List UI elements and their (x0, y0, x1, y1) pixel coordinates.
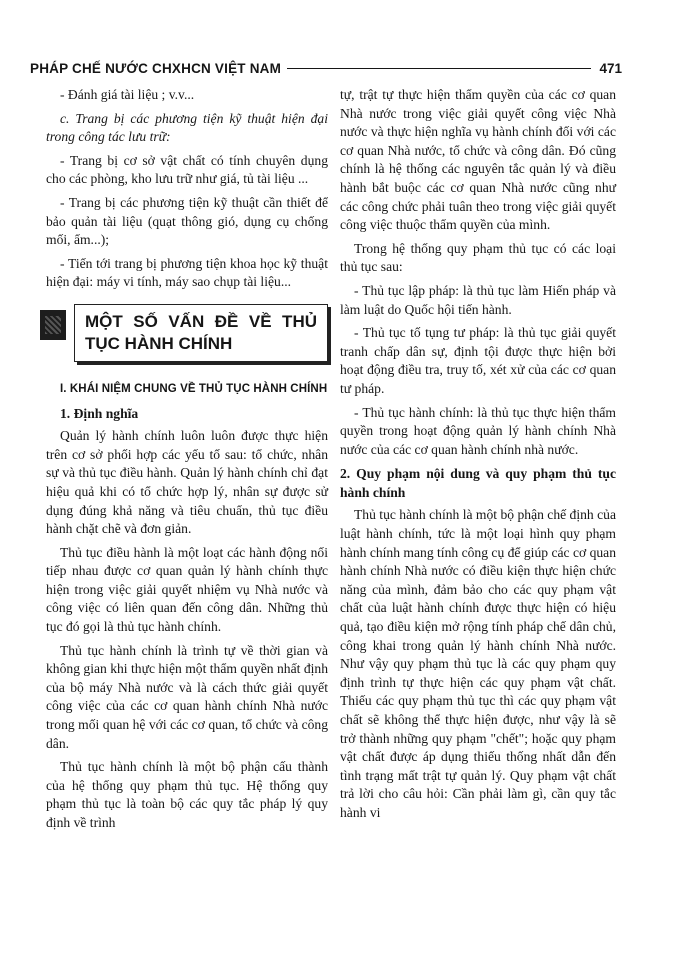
paragraph: Thủ tục hành chính là một bộ phận chế định của luật hành chính, tức là một loại hình quy phạm hành chính mang tính công cụ để giúp các cơ quan hành chính Nhà nước có điều kiện thực hiện chức năng của mình, đảm bảo cho các quy phạm vật chất của luật hành chính được thực hiện có hiệu quả, tạo điều kiện mở rộng tính pháp chế dân chủ, công khai trong quản lý hành chính Nhà nước. Như vậy quy phạm thủ tục là các quy phạm quy định trình tự thực hiện các quy phạm vật chất. Thiếu các quy phạm thủ tục thì các quy phạm vật chất sẽ không thể thực hiện được, như vậy là sẽ trở thành những quy phạm "chết"; hoặc quy phạm vật chất được áp dụng thiếu thống nhất dẫn đến tình trạng mất trật tự quản lý. Quy phạm vật chất trả lời cho câu hỏi: Cần phải làm gì, cần quy tắc hành vi (340, 507, 616, 820)
paragraph: - Trang bị cơ sở vật chất có tính chuyên dụng cho các phòng, kho lưu trữ như giá, tủ tài liệu ... (46, 152, 328, 187)
paragraph: tự, trật tự thực hiện thẩm quyền của các cơ quan Nhà nước trong việc giải quyết công việc Nhà nước và thực hiện nghĩa vụ hành chính đối với các cơ quan Nhà nước, tổ chức và công dân. Đó cũng chính là hệ thống các nguyên tắc quản lý và điều hành bắt buộc các cơ quan Nhà nước cũng như các công chức phải tuân theo trong việc giải quyết công việc thuộc thẩm quyền của mình. (340, 87, 616, 233)
right-column (340, 86, 616, 828)
sub-heading: 1. Định nghĩa (60, 405, 139, 421)
paragraph: - Thủ tục hành chính: là thủ tục thực hiện thẩm quyền trong hoạt động quản lý hành chính Nhà nước của các cơ quan hành chính nhà nước. (340, 404, 616, 457)
paragraph: Trong hệ thống quy phạm thủ tục có các loại thủ tục sau: (340, 240, 616, 275)
paragraph: Quản lý hành chính luôn luôn được thực hiện trên cơ sở phối hợp các yếu tố sau: tổ chức, nhân sự và thủ tục điều hành. Quản lý hành chính chỉ đạt hiệu quả khi có tổ chức hợp lý, nhân sự được sử dụng đúng khả năng và tiêu chuẩn, thủ tục điều hành chặt chẽ và đơn giản. (46, 428, 328, 537)
paragraph: c. Trang bị các phương tiện kỹ thuật hiện đại trong công tác lưu trữ: (46, 110, 328, 145)
paragraph: Thủ tục hành chính là trình tự về thời gian và không gian khi thực hiện một thẩm quyền nhất định của bộ máy Nhà nước và là cách thức giải quyết công việc của các cơ quan hành chính Nhà nước trong mối quan hệ với các cơ quan, tổ chức và công dân. (46, 642, 328, 751)
section-title-box: MỘT SỐ VẤN ĐỀ VỀ THỦ TỤC HÀNH CHÍNH (74, 304, 328, 362)
paragraph: Thủ tục hành chính là một bộ phận cấu thành của hệ thống quy phạm thủ tục. Hệ thống quy phạm thủ tục là toàn bộ các quy tắc pháp lý quy định về trình (46, 759, 328, 830)
page-number: 471 (599, 60, 622, 76)
header-rule (287, 68, 591, 69)
paragraph: - Trang bị các phương tiện kỹ thuật cần thiết để bảo quản tài liệu (quạt thông gió, dụng cụ chống mối, ẩm...); (46, 194, 328, 248)
sub-heading: 2. Quy phạm nội dung và quy phạm thủ tục hành chính (340, 466, 616, 500)
running-title: PHÁP CHẾ NƯỚC CHXHCN VIỆT NAM (30, 60, 282, 76)
paragraph: - Thủ tục lập pháp: là thủ tục làm Hiến pháp và làm luật do Quốc hội tiến hành. (340, 282, 616, 317)
paragraph: Thủ tục điều hành là một loạt các hành động nối tiếp nhau được cơ quan quản lý hành chính thực hiện trong việc giải quyết nhiệm vụ Nhà nước và công việc có liên quan đến công dân. Những thủ tục đó gọi là thủ tục hành chính. (46, 544, 328, 635)
left-column (46, 86, 328, 838)
section-marker-icon (40, 310, 66, 340)
running-header (30, 58, 622, 78)
paragraph: - Đánh giá tài liệu ; v.v... (60, 87, 195, 102)
chapter-heading: I. KHÁI NIỆM CHUNG VỀ THỦ TỤC HÀNH CHÍNH (60, 382, 328, 395)
paragraph: - Tiến tới trang bị phương tiện khoa học kỹ thuật hiện đại: máy vi tính, máy sao chụp tài liệu... (46, 255, 328, 290)
section-title (46, 304, 328, 364)
paragraph: - Thủ tục tố tụng tư pháp: là thủ tục giải quyết tranh chấp dân sự, định tội được thực hiện bởi hoạt động điều tra, truy tố, xét xử của các cơ quan tư pháp. (340, 325, 616, 396)
